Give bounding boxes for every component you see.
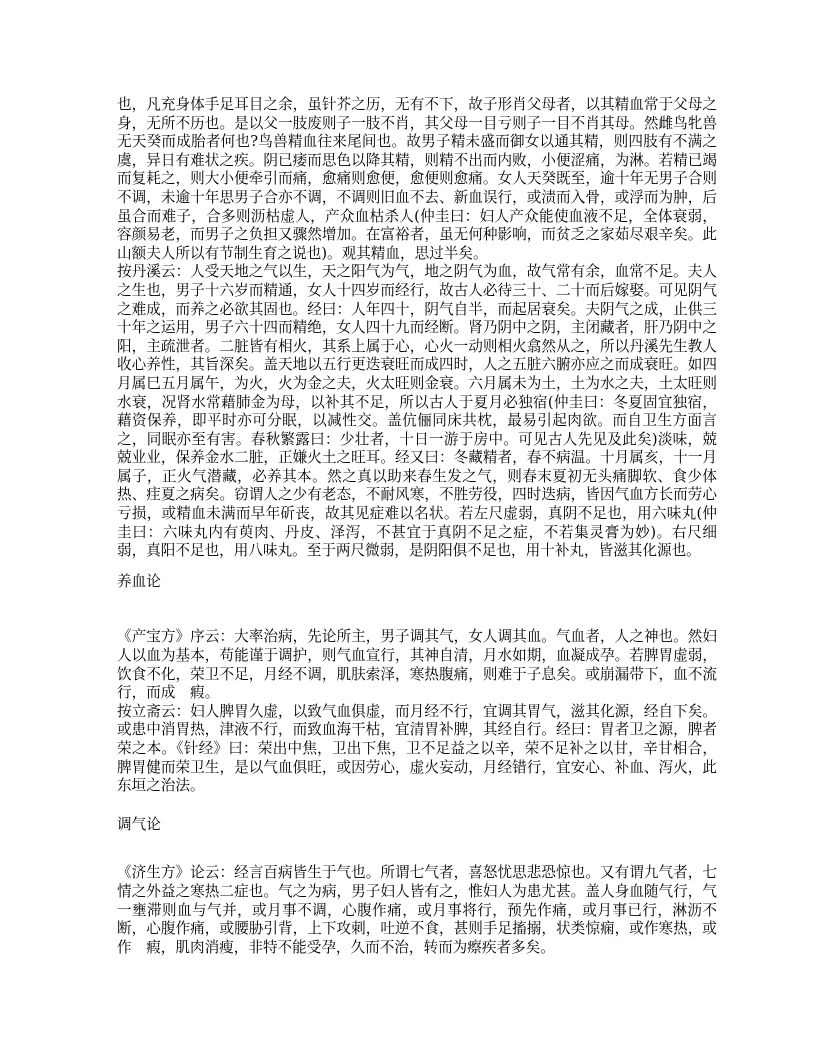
paragraph-jingxue-continuation: 也，凡充身体手足耳目之余，虽针芥之历，无有不下，故子形肖父母者，以其精血常于父母之身，无所不历也。是以父一肢废则子一肢不肖，其父母一目亏则子一目不肖其母。然雌鸟牝兽无天癸而成胎者何也?鸟兽精血往来尾间也。故男子精未盛而御女以通其精，则四肢有不满之虞，异日有难状之疾。阴已痿而思色以降其精，则精不出而内败，小便涩痛，为淋。若精已竭而复耗之，则大小便牵引而痛，愈痛则愈便，愈便则愈痛。女人天癸既至，逾十年无男子合则不调，未逾十年思男子合亦不调，不调则旧血不去、新血误行，或渍而入骨，或浮而为肿，后虽合而难子，合多则沥枯虚人，产众血枯杀人(仲圭曰：妇人产众能使血液不足，全体衰弱，容颜易老，而男子之负担又骤然增加。在富裕者，虽无何种影响，而贫乏之家茹尽艰辛矣。此山额夫人所以有节制生育之说也)。观其精血，思过半矣。	[117, 96, 717, 262]
paragraph-jishengfang-discussion: 《济生方》论云：经言百病皆生于气也。所谓七气者，喜怒忧思悲恐惊也。又有谓九气者，七情之外益之寒热二症也。气之为病，男子妇人皆有之，惟妇人为患尤甚。盖人身血随气行，气一壅滞则血与气并，或月事不调，心腹作痛，或月事将行，预先作痛，或月事已行，淋沥不断，心腹作痛，或腰胁引背，上下攻刺，吐逆不食，甚则手足搐搦，状类惊痫，或作寒热，或作 瘕，肌肉消瘦，非特不能受孕，久而不治，转而为瘵疾者多矣。	[117, 864, 717, 956]
section-heading-yangxuelun: 养血论	[117, 572, 161, 590]
paragraph-danxi-commentary: 按丹溪云：人受天地之气以生，天之阳气为气，地之阴气为血，故气常有余，血常不足。夫人之生也，男子十六岁而精通，女人十四岁而经行，故古人必待三十、二十而后嫁娶。可见阴气之难成，而养之必欲其固也。经曰：人年四十，阴气自半，而起居衰矣。夫阴气之成，止供三十年之运用，男子六十四而精绝，女人四十九而经断。肾乃阴中之阴，主闭藏者，肝乃阴中之阳，主疏泄者。二脏皆有相火，其系上属于心，心火一动则相火翕然从之，所以丹溪先生教人收心养性，其旨深矣。盖天地以五行更迭衰旺而成四时，人之五脏六腑亦应之而成衰旺。如四月属巳五月属午，为火，火为金之夫，火太旺则金衰。六月属未为土，土为水之夫，土太旺则水衰，况肾水常藉肺金为母，以补其不足，所以古人于夏月必独宿(仲圭曰：冬夏固宜独宿，藉资保养，即平时亦可分眠，以减性交。盖伉俪同床共枕，最易引起肉欲。而自卫生方面言之，同眠亦至有害。春秋繁露曰：少壮者，十日一游于房中。可见古人先见及此矣)淡味，兢兢业业，保养金水二脏，正嫌火土之旺耳。经又曰：冬藏精者，春不病温。十月属亥，十一月属子，正火气潜藏，必养其本。然之真以助来春生发之气，则春末夏初无头痛脚软、食少体热、疰夏之病矣。窃谓人之少有老态，不耐风寒，不胜劳役，四时迭病，皆因气血方长而劳心亏损，或精血未满而早年斫丧，故其见症难以名状。若左尺虚弱，真阴不足也，用六味丸(仲圭曰：六味丸内有萸肉、丹皮、泽泻，不甚宜于真阴不足之症，不若集灵膏为妙)。右尺细弱，真阳不足也，用八味丸。至于两尺微弱，是阴阳俱不足也，用十补丸，皆滋其化源也。	[117, 263, 717, 560]
paragraph-lizhai-commentary: 按立斋云：妇人脾胃久虚，以致气血俱虚，而月经不行，宜调其胃气，滋其化源，经自下矣。或患中消胃热，津液不行，而致血海干枯，宜清胃补脾，其经自行。经曰：胃者卫之源，脾者荣之本。《针经》曰：荣出中焦，卫出下焦，卫不足益之以辛，荣不足补之以甘，辛甘相合，脾胃健而荣卫生，是以气血俱旺，或因劳心，虚火妄动，月经错行，宜安心、补血、泻火，此东垣之治法。	[117, 702, 717, 795]
paragraph-chanbaofang-preface: 《产宝方》序云：大率治病，先论所主，男子调其气，女人调其血。气血者，人之神也。然妇人以血为基本，苟能谨于调护，则气血宣行，其神自清，月水如期，血凝成孕。若脾胃虚弱，饮食不化，荣卫不足，月经不调，肌肤索泽，寒热腹痛，则难于子息矣。或崩漏带下，血不流行，而成 瘕。	[117, 628, 717, 702]
section-heading-tiaoqilun: 调气论	[117, 815, 161, 833]
